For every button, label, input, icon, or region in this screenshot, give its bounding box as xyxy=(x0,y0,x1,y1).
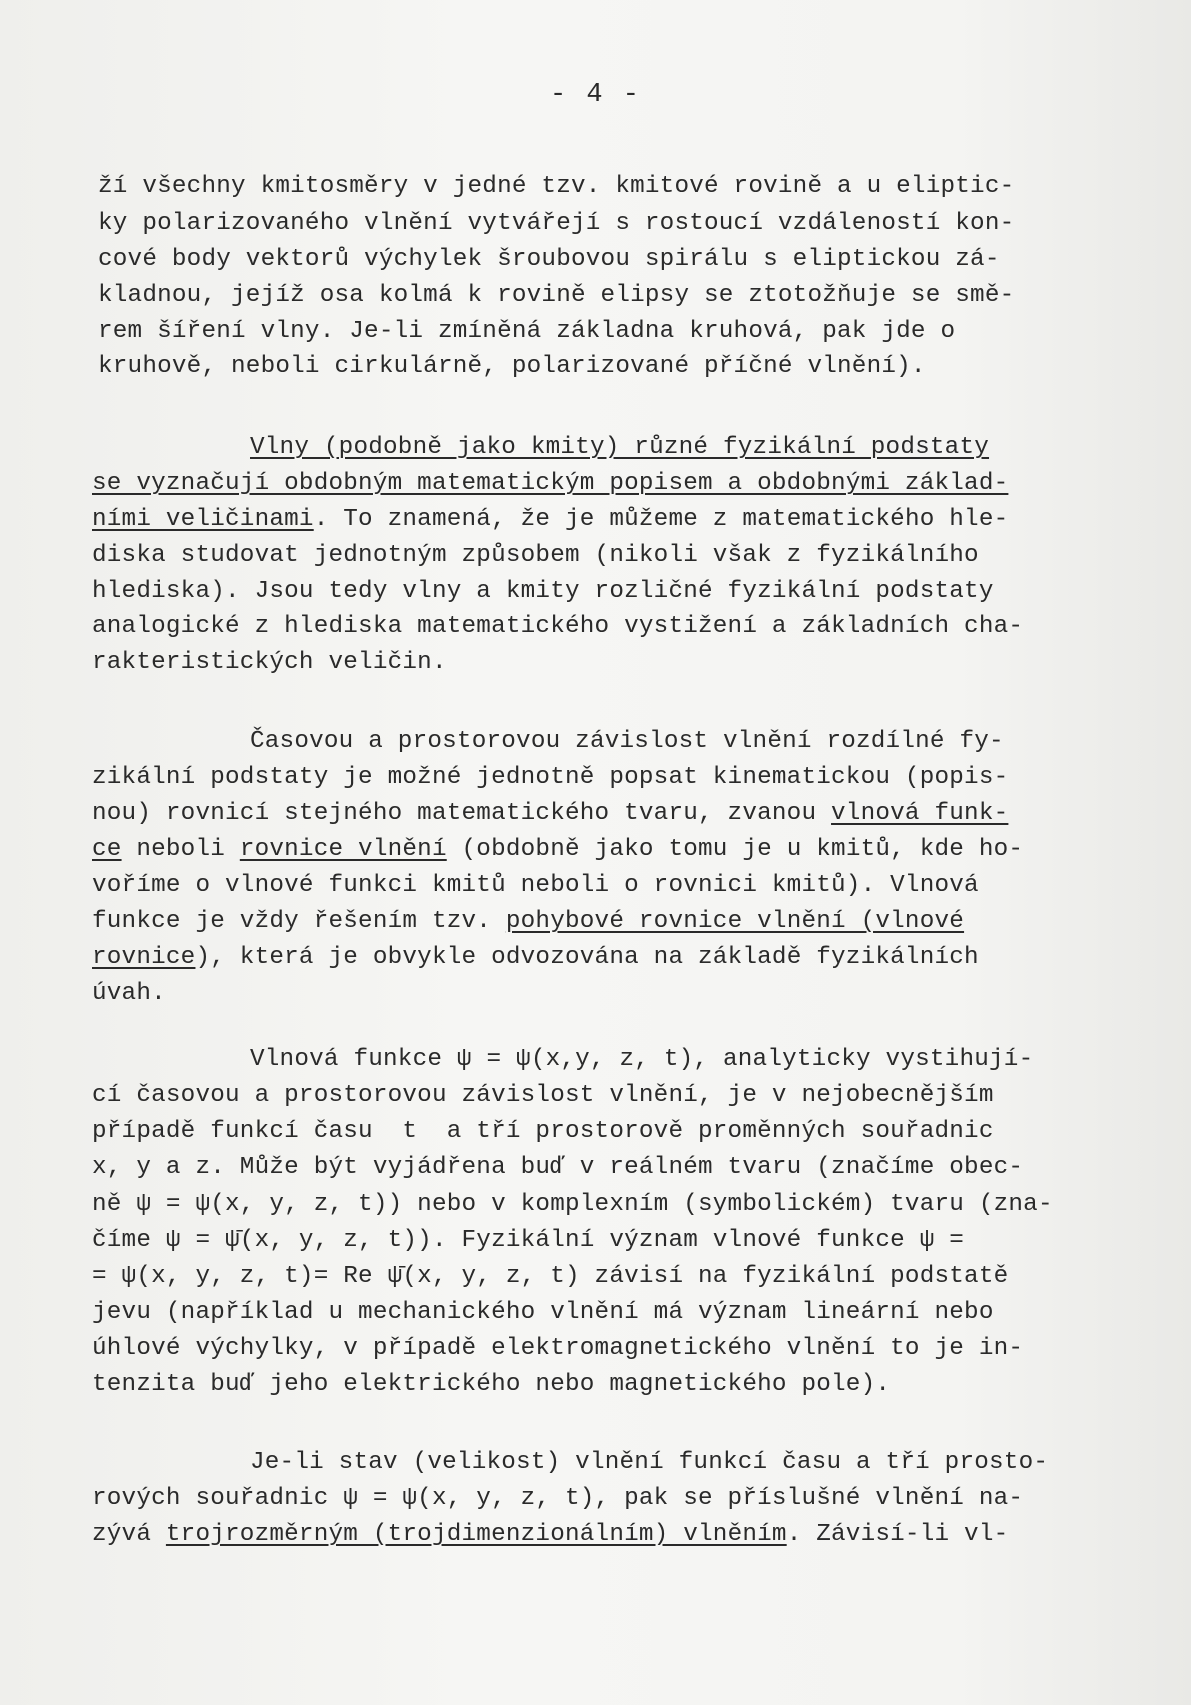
text-line: rakteristických veličin. xyxy=(92,649,447,676)
text-line: ce neboli rovnice vlnění (obdobně jako tomu je u kmitů, kde ho- xyxy=(92,836,1024,863)
text-line: zikální podstaty je možné jednotně popsat kinematickou (popis- xyxy=(92,764,1009,791)
text-line: rem šíření vlny. Je-li zmíněná základna kruhová, pak jde o xyxy=(98,318,956,345)
text-line: úvah. xyxy=(92,980,166,1007)
underlined-text: ními veličinami xyxy=(92,506,314,533)
underlined-text: rovnice xyxy=(92,944,196,971)
page-number: - 4 - xyxy=(549,80,641,110)
text-line: zývá trojrozměrným (trojdimenzionálním) vlněním. Závisí-li vl- xyxy=(92,1521,1009,1548)
text-line: ky polarizovaného vlnění vytvářejí s rostoucí vzdáleností kon- xyxy=(98,210,1015,237)
text-line: ně ψ = ψ(x, y, z, t)) nebo v komplexním (symbolickém) tvaru (zna- xyxy=(92,1191,1053,1218)
text-line: cí časovou a prostorovou závislost vlnění, je v nejobecnějším xyxy=(92,1082,994,1109)
text-line xyxy=(250,433,989,463)
text-line xyxy=(92,469,1008,499)
text-line: analogické z hlediska matematického vystižení a základních cha- xyxy=(92,613,1024,640)
text-line: případě funkcí času t a tří prostorově proměnných souřadnic xyxy=(92,1118,994,1145)
text-line: = ψ(x, y, z, t)= Re ψ̄(x, y, z, t) závisí na fyzikální podstatě xyxy=(92,1263,1009,1290)
text-line: diska studovat jednotným způsobem (nikoli však z fyzikálního xyxy=(92,542,979,569)
text-line: x, y a z. Může být vyjádřena buď v reálném tvaru (značíme obec- xyxy=(92,1154,1024,1181)
text-line: cové body vektorů výchylek šroubovou spirálu s eliptickou zá- xyxy=(98,246,1000,273)
underlined-text: trojrozměrným (trojdimenzionálním) vlněním xyxy=(165,1521,787,1548)
text-line: funkce je vždy řešením tzv. pohybové rovnice vlnění (vlnové xyxy=(92,908,965,935)
underlined-text: pohybové rovnice vlnění (vlnové xyxy=(505,908,965,935)
text-line: úhlové výchylky, v případě elektromagnetického vlnění to je in- xyxy=(92,1335,1024,1362)
text-line: Je-li stav (velikost) vlnění funkcí času a tří prosto- xyxy=(250,1449,1049,1476)
text-line: rovnice), která je obvykle odvozována na základě fyzikálních xyxy=(92,944,979,971)
text-line: tenzita buď jeho elektrického nebo magnetického pole). xyxy=(92,1371,891,1398)
underlined-text: vlnová funk- xyxy=(831,800,1009,827)
text-line: jevu (například u mechanického vlnění má význam lineární nebo xyxy=(92,1299,994,1326)
underlined-text: rovnice vlnění xyxy=(239,836,447,863)
text-line: rových souřadnic ψ = ψ(x, y, z, t), pak se příslušné vlnění na- xyxy=(92,1485,1024,1512)
text-line: voříme o vlnové funkci kmitů neboli o rovnici kmitů). Vlnová xyxy=(92,872,979,899)
underlined-text: se vyznačují obdobným matematickým popisem a obdobnými základ- xyxy=(92,470,1009,497)
text-line: kladnou, jejíž osa kolmá k rovině elipsy se ztotožňuje se smě- xyxy=(98,282,1015,309)
underlined-text: Vlny (podobně jako kmity) různé fyzikální podstaty xyxy=(250,434,990,461)
text-line: hlediska). Jsou tedy vlny a kmity rozličné fyzikální podstaty xyxy=(92,578,994,605)
text-line: ží všechny kmitosměry v jedné tzv. kmitové rovině a u eliptic- xyxy=(98,173,1015,200)
text-line: ními veličinami. To znamená, že je můžeme z matematického hle- xyxy=(92,506,1009,533)
text-line: kruhově, neboli cirkulárně, polarizované příčné vlnění). xyxy=(98,353,926,380)
text-line: Vlnová funkce ψ = ψ(x,y, z, t), analyticky vystihují- xyxy=(250,1046,1034,1073)
text-line: číme ψ = ψ̄(x, y, z, t)). Fyzikální význam vlnové funkce ψ = xyxy=(92,1227,965,1254)
text-line: nou) rovnicí stejného matematického tvaru, zvanou vlnová funk- xyxy=(92,800,1009,827)
underlined-text: ce xyxy=(92,836,122,863)
text-line: Časovou a prostorovou závislost vlnění rozdílné fy- xyxy=(250,728,1004,755)
